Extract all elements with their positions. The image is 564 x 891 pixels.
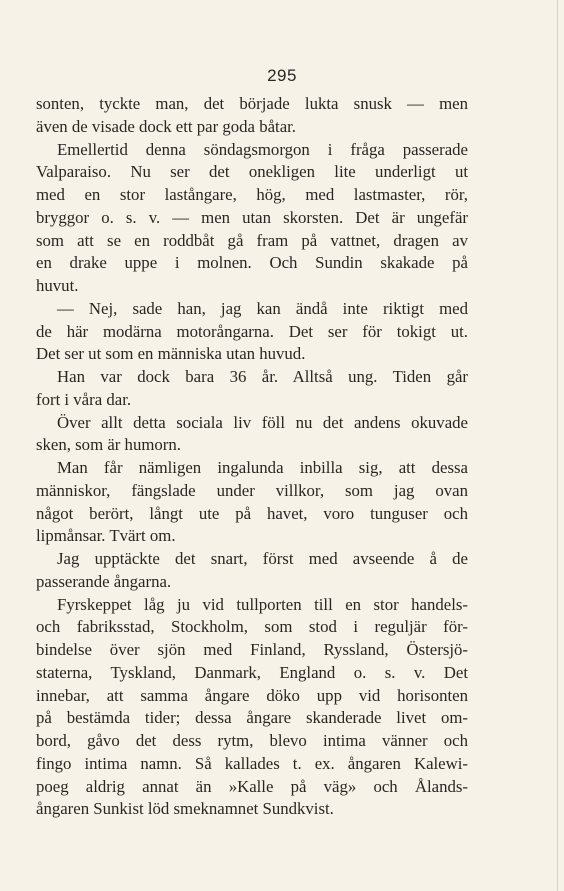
text-line: på bestämda tider; dessa ångare skanderade livet om- <box>36 708 468 728</box>
text-line: innebar, att samma ångare döko upp vid horisonten <box>36 685 468 705</box>
text-line: människor, fängslade under villkor, som jag ovan <box>36 480 468 500</box>
text-line: bryggor o. s. v. — men utan skorsten. Det är ungefär <box>36 207 468 227</box>
text-line: och fabriksstad, Stockholm, som stod i reguljär för- <box>36 617 468 637</box>
text-line: Det ser ut som en människa utan huvud. <box>36 344 306 364</box>
text-line: som att se en roddbåt gå fram på vattnet, dragen av <box>36 230 468 250</box>
body-text <box>36 93 468 821</box>
text-line: bindelse över sjön med Finland, Ryssland, Östersjö- <box>36 640 468 659</box>
text-line: Över allt detta sociala liv föll nu det andens okuvade <box>57 412 468 432</box>
text-line: även de visade dock ett par goda båtar. <box>36 116 297 136</box>
text-line: Jag upptäckte det snart, först med avseende å de <box>57 549 468 568</box>
text-line: Valparaiso. Nu ser det onekligen lite underligt ut <box>36 162 468 182</box>
text-line: Man får nämligen ingalunda inbilla sig, att dessa <box>57 458 468 477</box>
text-line: sken, som är humorn. <box>36 435 181 455</box>
text-line: Han var dock bara 36 år. Alltså ung. Tiden går <box>57 367 468 386</box>
text-line: något berört, långt ute på havet, voro tunguser och <box>36 503 468 523</box>
text-line: sonten, tyckte man, det började lukta snusk — men <box>36 94 468 113</box>
page-number: 295 <box>267 66 297 85</box>
text-line: ångaren Sunkist löd smeknamnet Sundkvist. <box>36 799 334 819</box>
text-line: Fyrskeppet låg ju vid tullporten till en stor handels- <box>57 594 468 614</box>
text-line: huvut. <box>36 276 79 295</box>
text-line: — Nej, sade han, jag kan ändå inte riktigt med <box>57 298 468 318</box>
page-edge <box>557 0 558 891</box>
text-line: fort i våra dar. <box>36 389 132 409</box>
text-line: staterna, Tyskland, Danmark, England o. s. v. Det <box>36 662 468 682</box>
text-line: med en stor lastångare, hög, med lastmaster, rör, <box>36 185 468 204</box>
text-line: bord, gåvo det dess rytm, blevo intima vänner och <box>36 731 468 750</box>
text-line: fingo intima namn. Så kallades t. ex. ångaren Kalewi- <box>36 753 468 773</box>
text-line: passerande ångarna. <box>36 571 172 591</box>
text-line: lipmånsar. Tvärt om. <box>36 526 176 546</box>
text-line: en drake uppe i molnen. Och Sundin skakade på <box>36 253 468 273</box>
text-line: poeg aldrig annat än »Kalle på väg» och Ålands- <box>36 776 468 796</box>
text-line: de här modärna motorångarna. Det ser för tokigt ut. <box>36 321 468 341</box>
text-line: Emellertid denna söndagsmorgon i fråga passerade <box>57 139 468 159</box>
